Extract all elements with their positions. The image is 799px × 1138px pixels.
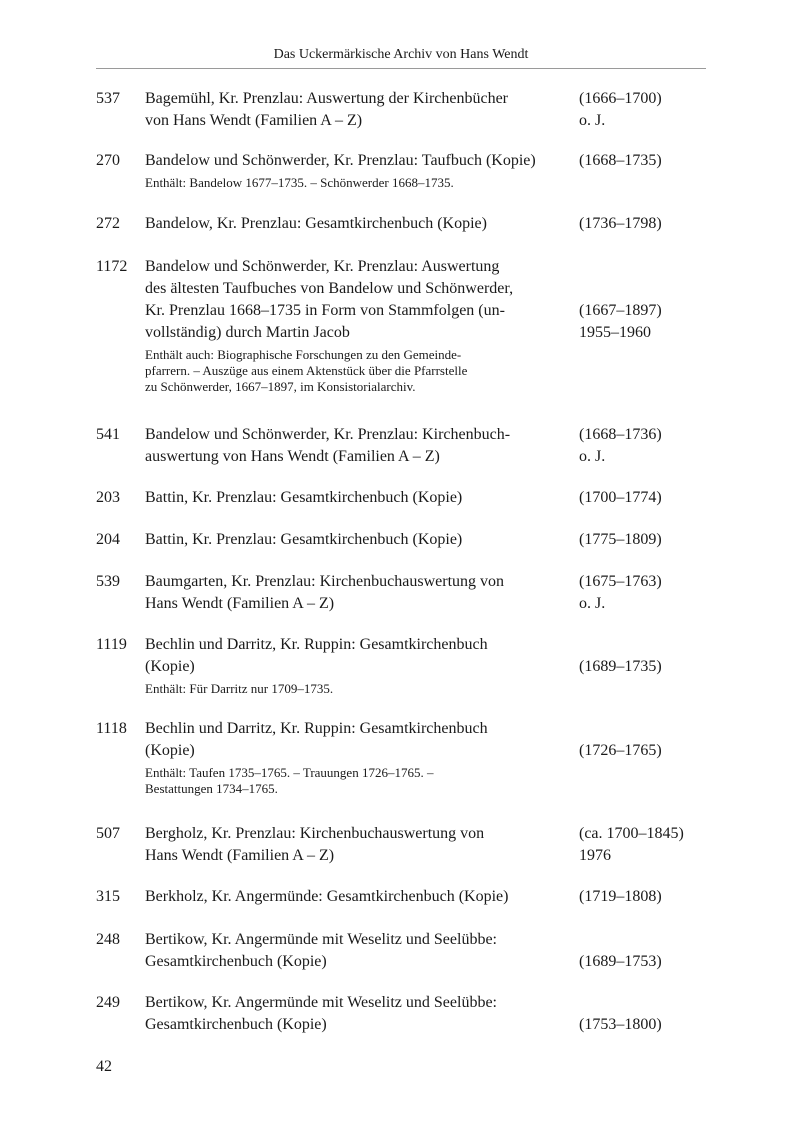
entry-dates <box>579 951 709 973</box>
entry-title-line: Battin, Kr. Prenzlau: Gesamtkirchenbuch (Kopie) <box>145 489 463 506</box>
entry-date-line: (1753–1800) <box>579 1016 662 1033</box>
entry-date-line: 1976 <box>579 847 611 864</box>
entry-number: 1119 <box>96 636 127 653</box>
entry-date-line: 1955–1960 <box>579 324 651 341</box>
entry-title <box>145 992 570 1036</box>
entry-dates <box>579 740 709 762</box>
entry-date-line: (1667–1897) <box>579 302 662 319</box>
entry-dates <box>579 300 709 344</box>
entry-date-line: (1775–1809) <box>579 531 662 548</box>
entry-title <box>145 929 570 973</box>
entry-title-line: Bertikow, Kr. Angermünde mit Weselitz und Seelübbe: <box>145 931 497 948</box>
entry-date-line: (1668–1736) <box>579 426 662 443</box>
entry-title <box>145 424 570 468</box>
entry-note-line: Enthält: Bandelow 1677–1735. – Schönwerder 1668–1735. <box>145 175 454 190</box>
entry-title-line: Bertikow, Kr. Angermünde mit Weselitz und Seelübbe: <box>145 994 497 1011</box>
entry-number: 203 <box>96 489 120 506</box>
entry-date-line: o. J. <box>579 112 606 129</box>
entry-dates <box>579 529 709 551</box>
entry-dates <box>579 571 709 615</box>
entry-number: 507 <box>96 825 120 842</box>
page-number: 42 <box>96 1058 112 1075</box>
entry-note-line: pfarrern. – Auszüge aus einem Aktenstück über die Pfarrstelle <box>145 363 468 378</box>
entry-title-line: auswertung von Hans Wendt (Familien A – Z) <box>145 448 440 465</box>
entry-note <box>145 347 570 395</box>
entry-title <box>145 529 570 551</box>
entry-number: 1118 <box>96 720 127 737</box>
entry-title <box>145 634 570 678</box>
entry-title-line: von Hans Wendt (Familien A – Z) <box>145 112 363 129</box>
entry-title-line: Battin, Kr. Prenzlau: Gesamtkirchenbuch (Kopie) <box>145 531 463 548</box>
entry-number: 204 <box>96 531 120 548</box>
entry-title <box>145 256 570 344</box>
entry-number: 541 <box>96 426 120 443</box>
entry-date-line: (1719–1808) <box>579 888 662 905</box>
entry-number: 315 <box>96 888 120 905</box>
entry-title-line: Bandelow, Kr. Prenzlau: Gesamtkirchenbuch (Kopie) <box>145 215 487 232</box>
entry-title <box>145 213 570 235</box>
entry-title-line: Hans Wendt (Familien A – Z) <box>145 847 335 864</box>
entry-dates <box>579 823 709 867</box>
entry-title-line: Kr. Prenzlau 1668–1735 in Form von Stammfolgen (un- <box>145 302 505 319</box>
entry-number: 537 <box>96 90 120 107</box>
entry-title-line: Gesamtkirchenbuch (Kopie) <box>145 1016 327 1033</box>
entry-title <box>145 150 570 172</box>
entry-number: 539 <box>96 573 120 590</box>
entry-title-line: Baumgarten, Kr. Prenzlau: Kirchenbuchauswertung von <box>145 573 505 590</box>
entry-dates <box>579 1014 709 1036</box>
entry-dates <box>579 656 709 678</box>
entry-dates <box>579 487 709 509</box>
entry-dates <box>579 213 709 235</box>
entry-title-line: Hans Wendt (Familien A – Z) <box>145 595 335 612</box>
entry-dates <box>579 424 709 468</box>
entry-title-line: Bechlin und Darritz, Kr. Ruppin: Gesamtkirchenbuch <box>145 636 488 653</box>
entry-dates <box>579 88 709 132</box>
entry-title <box>145 88 570 132</box>
entry-date-line: (1689–1735) <box>579 658 662 675</box>
entry-note-line: zu Schönwerder, 1667–1897, im Konsistorialarchiv. <box>145 379 416 394</box>
entry-title <box>145 823 570 867</box>
entry-title-line: (Kopie) <box>145 658 195 675</box>
entry-date-line: (1736–1798) <box>579 215 662 232</box>
entry-date-line: (1700–1774) <box>579 489 662 506</box>
entry-title-line: des ältesten Taufbuches von Bandelow und Schönwerder, <box>145 280 514 297</box>
header-rule <box>96 68 706 69</box>
entry-title <box>145 718 570 762</box>
entry-title <box>145 571 570 615</box>
entry-note <box>145 765 570 797</box>
entry-date-line: (ca. 1700–1845) <box>579 825 684 842</box>
entry-number: 249 <box>96 994 120 1011</box>
entry-title-line: Bergholz, Kr. Prenzlau: Kirchenbuchauswertung von <box>145 825 485 842</box>
entry-title <box>145 487 570 509</box>
entry-title-line: Gesamtkirchenbuch (Kopie) <box>145 953 327 970</box>
entry-date-line: (1666–1700) <box>579 90 662 107</box>
entry-title-line: Bechlin und Darritz, Kr. Ruppin: Gesamtkirchenbuch <box>145 720 488 737</box>
entry-number: 1172 <box>96 258 128 275</box>
entry-note-line: Bestattungen 1734–1765. <box>145 781 278 796</box>
entry-title-line: Berkholz, Kr. Angermünde: Gesamtkirchenbuch (Kopie) <box>145 888 509 905</box>
entry-note <box>145 681 570 697</box>
entry-title-line: vollständig) durch Martin Jacob <box>145 324 350 341</box>
entry-note-line: Enthält: Für Darritz nur 1709–1735. <box>145 681 334 696</box>
entry-dates <box>579 150 709 172</box>
entry-date-line: (1689–1753) <box>579 953 662 970</box>
entry-note <box>145 175 570 191</box>
entry-title-line: Bandelow und Schönwerder, Kr. Prenzlau: Auswertung <box>145 258 500 275</box>
entry-number: 272 <box>96 215 120 232</box>
entry-note-line: Enthält: Taufen 1735–1765. – Trauungen 1726–1765. – <box>145 765 434 780</box>
entry-dates <box>579 886 709 908</box>
entry-date-line: (1675–1763) <box>579 573 662 590</box>
entry-date-line: (1668–1735) <box>579 152 662 169</box>
entry-date-line: (1726–1765) <box>579 742 662 759</box>
entry-note-line: Enthält auch: Biographische Forschungen zu den Gemeinde- <box>145 347 462 362</box>
entry-title-line: (Kopie) <box>145 742 195 759</box>
entry-title-line: Bagemühl, Kr. Prenzlau: Auswertung der Kirchenbücher <box>145 90 509 107</box>
entry-number: 270 <box>96 152 120 169</box>
entry-title-line: Bandelow und Schönwerder, Kr. Prenzlau: Kirchenbuch- <box>145 426 511 443</box>
entry-title <box>145 886 570 908</box>
running-head: Das Uckermärkische Archiv von Hans Wendt <box>273 47 529 62</box>
entry-date-line: o. J. <box>579 448 606 465</box>
entry-title-line: Bandelow und Schönwerder, Kr. Prenzlau: Taufbuch (Kopie) <box>145 152 536 169</box>
entry-number: 248 <box>96 931 120 948</box>
entry-date-line: o. J. <box>579 595 606 612</box>
